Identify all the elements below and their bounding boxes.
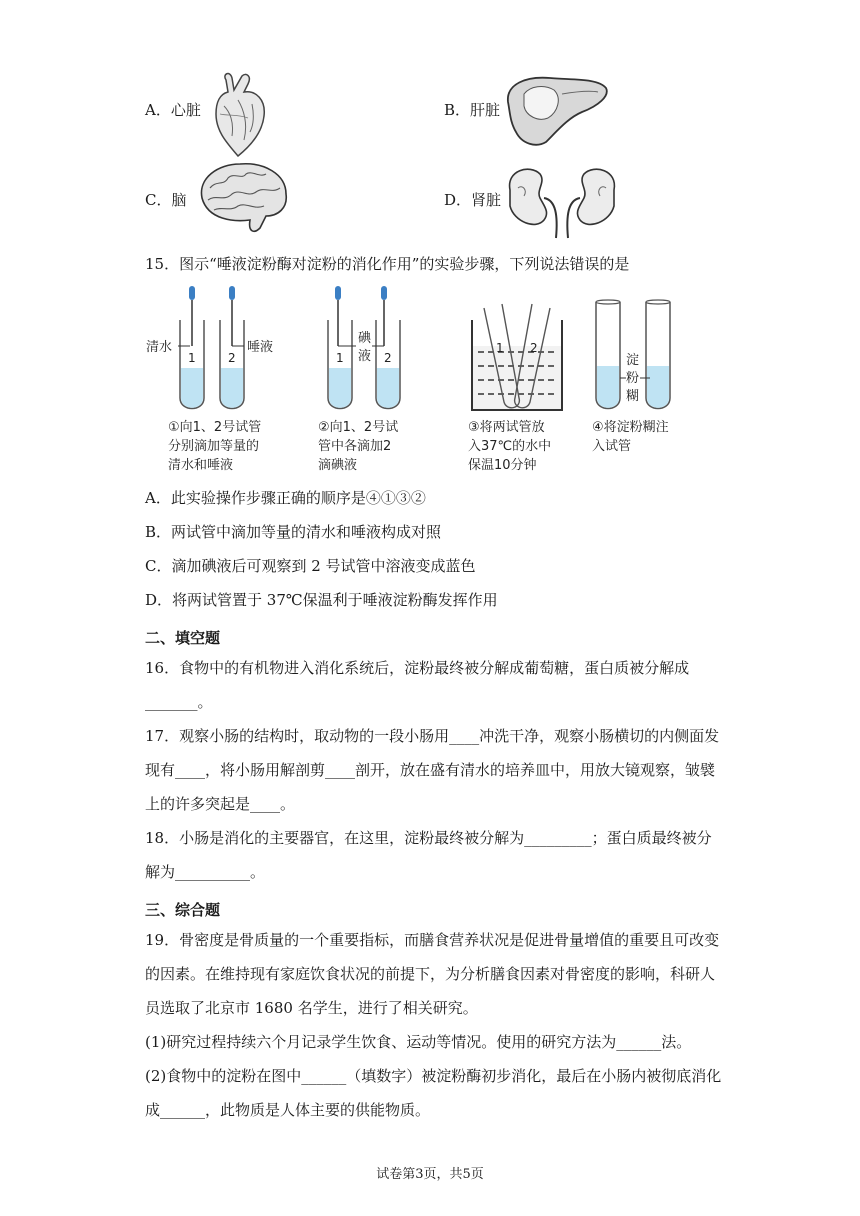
step3-beaker [462,280,572,420]
q15-option-d: D．将两试管置于 37℃保温利于唾液淀粉酶发挥作用 [145,591,498,609]
question-17-line3: 上的许多突起是____。 [145,795,296,813]
step4-label-a: 淀 [626,353,640,368]
kidney-icon [500,160,624,240]
page-footer: 试卷第3页，共5页 [376,1167,484,1182]
step1-tube2-number: 2 [228,351,236,365]
step4-caption: ④将淀粉糊注 入试管 [592,420,669,454]
step4-label-c: 糊 [626,389,640,404]
question-16-line2: _______。 [145,693,213,711]
step2-caption: ②向1、2号试 管中各滴加2 滴碘液 [318,420,399,473]
question-19-line2: 的因素。在维持现有家庭饮食状况的前提下，为分析膳食因素对骨密度的影响，科研人 [145,965,716,983]
step2-tube2-number: 2 [384,351,392,365]
question-19-sub2b: 成______，此物质是人体主要的供能物质。 [145,1101,431,1119]
section-fill-in: 二、填空题 [145,629,221,647]
step1-tube1-number: 1 [188,351,196,365]
q15-option-a: A．此实验操作步骤正确的顺序是④①③② [145,489,426,507]
step2-tube1-number: 1 [336,351,344,365]
step2-label-b: 液 [358,349,372,364]
step1-tubes [140,280,290,420]
step3-tube2-number: 2 [530,341,538,355]
question-17-line1: 17．观察小肠的结构时，取动物的一段小肠用____冲洗干净，观察小肠横切的内侧面发 [145,727,720,745]
liver-icon [502,72,610,150]
step4-tubes [580,280,700,420]
question-19-line3: 员选取了北京市 1680 名学生，进行了相关研究。 [145,999,478,1017]
question-17-line2: 现有____，将小肠用解剖剪____剖开，放在盛有清水的培养皿中，用放大镜观察，皱襞 [145,761,716,779]
question-19-line1: 19．骨密度是骨质量的一个重要指标，而膳食营养状况是促进骨量增值的重要且可改变 [145,931,720,949]
experiment-figure [140,280,700,480]
step2-tubes [300,280,440,420]
step1-left-label: 清水 [146,340,173,355]
question-16-line1: 16．食物中的有机物进入消化系统后，淀粉最终被分解成葡萄糖，蛋白质被分解成 [145,659,690,677]
option-b: B．肝脏 [444,101,501,119]
step2-label-a: 碘 [358,331,372,346]
heart-icon [208,70,272,158]
step3-tube1-number: 1 [496,341,504,355]
question-18-line1: 18．小肠是消化的主要器官，在这里，淀粉最终被分解为_________；蛋白质最终被分 [145,829,712,847]
question-18-line2: 解为__________。 [145,863,266,881]
option-c: C．脑 [145,191,187,209]
q15-option-b: B．两试管中滴加等量的清水和唾液构成对照 [145,523,442,541]
question-19-sub2a: (2)食物中的淀粉在图中______（填数字）被淀粉酶初步消化，最后在小肠内被彻底消化 [145,1067,722,1085]
step3-caption: ③将两试管放 入37℃的水中 保温10分钟 [468,420,552,473]
brain-icon [194,158,292,238]
step4-label-b: 粉 [626,371,640,386]
option-a: A．心脏 [145,101,201,119]
question-19-sub1: (1)研究过程持续六个月记录学生饮食、运动等情况。使用的研究方法为______法。 [145,1033,692,1051]
section-comprehensive: 三、综合题 [145,901,221,919]
step1-caption: ①向1、2号试管 分别滴加等量的 清水和唾液 [168,420,262,473]
step1-right-label: 唾液 [247,340,274,355]
question-15-stem: 15．图示“唾液淀粉酶对淀粉的消化作用”的实验步骤，下列说法错误的是 [145,255,630,273]
option-d: D．肾脏 [444,191,502,209]
q15-option-c: C．滴加碘液后可观察到 2 号试管中溶液变成蓝色 [145,557,476,575]
